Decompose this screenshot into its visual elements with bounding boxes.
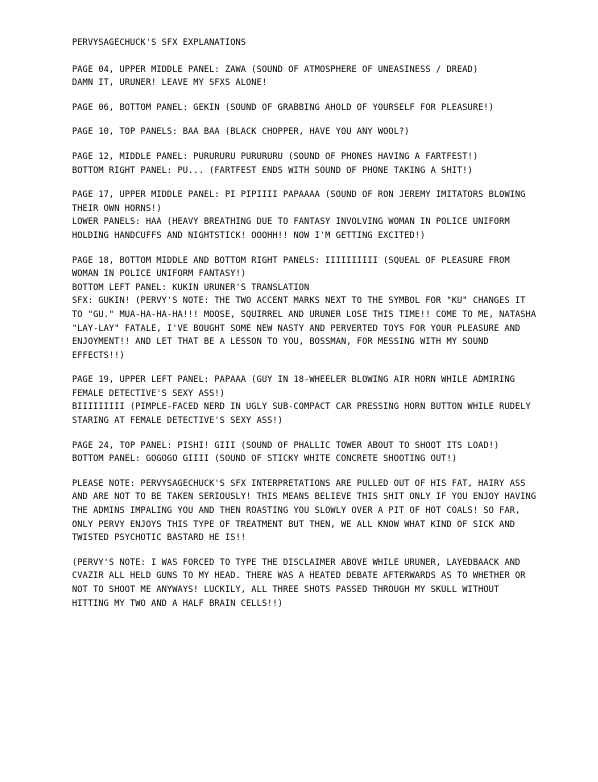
- text-line: PAGE 18, BOTTOM MIDDLE AND BOTTOM RIGHT PANELS: IIIIIIIIII (SQUEAL OF PLEASURE FROM WOMAN IN POLICE UNIFORM FANTASY!): [72, 255, 510, 280]
- page-title: PERVYSAGECHUCK'S SFX EXPLANATIONS: [72, 38, 247, 48]
- sfx-explanations-page: [72, 37, 538, 622]
- paragraph-page-06: [72, 102, 538, 116]
- paragraph-page-18: [72, 255, 538, 364]
- text-line: PAGE 10, TOP PANELS: BAA BAA (BLACK CHOPPER, HAVE YOU ANY WOOL?): [72, 127, 410, 138]
- text-line: LOWER PANELS: HAA (HEAVY BREATHING DUE TO FANTASY INVOLVING WOMAN IN POLICE UNIFORM HOLDING HANDCUFFS AND NIGHTSTICK! OOOHH!! NOW I'M GETTING EXCITED!): [72, 217, 510, 241]
- text-line: BOTTOM RIGHT PANEL: PU... (FARTFEST ENDS WITH SOUND OF PHONE TAKING A SHIT!): [72, 165, 473, 176]
- text-line: PAGE 12, MIDDLE PANEL: PURURURU PURURURU (SOUND OF PHONES HAVING A FARTFEST!): [72, 151, 479, 162]
- text-line: BOTTOM LEFT PANEL: KUKIN URUNER'S TRANSLATION: [72, 282, 310, 293]
- paragraph-page-24: [72, 440, 538, 467]
- text-line: PAGE 24, TOP PANEL: PISHI! GIII (SOUND OF PHALLIC TOWER ABOUT TO SHOOT ITS LOAD!): [72, 440, 500, 451]
- text-line: BIIIIIIIII (PIMPLE-FACED NERD IN UGLY SUB-COMPACT CAR PRESSING HORN BUTTON WHILE RUDELY STARING AT FEMALE DETECTIVE'S SEXY ASS!): [72, 402, 531, 427]
- text-line: (PERVY'S NOTE: I WAS FORCED TO TYPE THE DISCLAIMER ABOVE WHILE URUNER, LAYEDBAACK AND CVAZIR ALL HELD GUNS TO MY HEAD. THERE WAS A HEATED DEBATE AFTERWARDS AS TO WHETHER OR NOT TO SHOOT ME ANYWAYS! LUCKILY, ALL THREE SHOTS PASSED THROUGH MY SKULL WITHOUT HITTING MY TWO AND A HALF BRAIN CELLS!!): [72, 557, 526, 609]
- paragraph-pervy-note: [72, 557, 538, 611]
- text-line: PLEASE NOTE: PERVYSAGECHUCK'S SFX INTERPRETATIONS ARE PULLED OUT OF HIS FAT, HAIRY ASS AND ARE NOT TO BE TAKEN SERIOUSLY! THIS MEANS BELIEVE THIS SHIT ONLY IF YOU ENJOY HAVING THE ADMINS IMPALING YOU AND THEN ROASTING YOU SLOWLY OVER A PIT OF HOT COALS! SO FAR, ONLY PERVY ENJOYS THIS TYPE OF TREATMENT BUT THEN, WE ALL KNOW WHAT KIND OF SICK AND TWISTED PSYCHOTIC BASTARD HE IS!!: [72, 478, 537, 544]
- paragraph-page-10: [72, 126, 538, 140]
- text-line: BOTTOM PANEL: GOGOGO GIIII (SOUND OF STICKY WHITE CONCRETE SHOOTING OUT!): [72, 454, 457, 465]
- text-line: PAGE 17, UPPER MIDDLE PANEL: PI PIPIIII PAPAAAA (SOUND OF RON JEREMY IMITATORS BLOWING THEIR OWN HORNS!): [72, 190, 526, 214]
- text-line: PAGE 19, UPPER LEFT PANEL: PAPAAA (GUY IN 18-WHEELER BLOWING AIR HORN WHILE ADMIRING FEMALE DETECTIVE'S SEXY ASS!): [72, 375, 516, 399]
- text-line: DAMN IT, URUNER! LEAVE MY SFXS ALONE!: [72, 78, 268, 89]
- paragraph-page-12: [72, 151, 538, 178]
- paragraph-page-04: [72, 64, 538, 91]
- text-line: PAGE 04, UPPER MIDDLE PANEL: ZAWA (SOUND OF ATMOSPHERE OF UNEASINESS / DREAD): [72, 64, 479, 75]
- paragraph-disclaimer: [72, 478, 538, 546]
- text-line: SFX: GUKIN! (PERVY'S NOTE: THE TWO ACCENT MARKS NEXT TO THE SYMBOL FOR "KU" CHANGES IT TO "GU." MUA-HA-HA-HA!!! MOOSE, SQUIRREL AND URUNER LOSE THIS TIME!! COME TO ME, NATASHA "LAY-LAY" FATALE, I'VE BOUGHT SOME NEW NASTY AND PERVERTED TOYS FOR YOUR PLEASURE AND ENJOYMENT!! AND LET THAT BE A LESSON TO YOU, BOSSMAN, FOR MESSING WITH MY SOUND EFFECTS!!): [72, 296, 537, 361]
- text-line: PAGE 06, BOTTOM PANEL: GEKIN (SOUND OF GRABBING AHOLD OF YOURSELF FOR PLEASURE!): [72, 102, 494, 113]
- paragraph-page-19: [72, 374, 538, 428]
- paragraph-page-17: [72, 189, 538, 243]
